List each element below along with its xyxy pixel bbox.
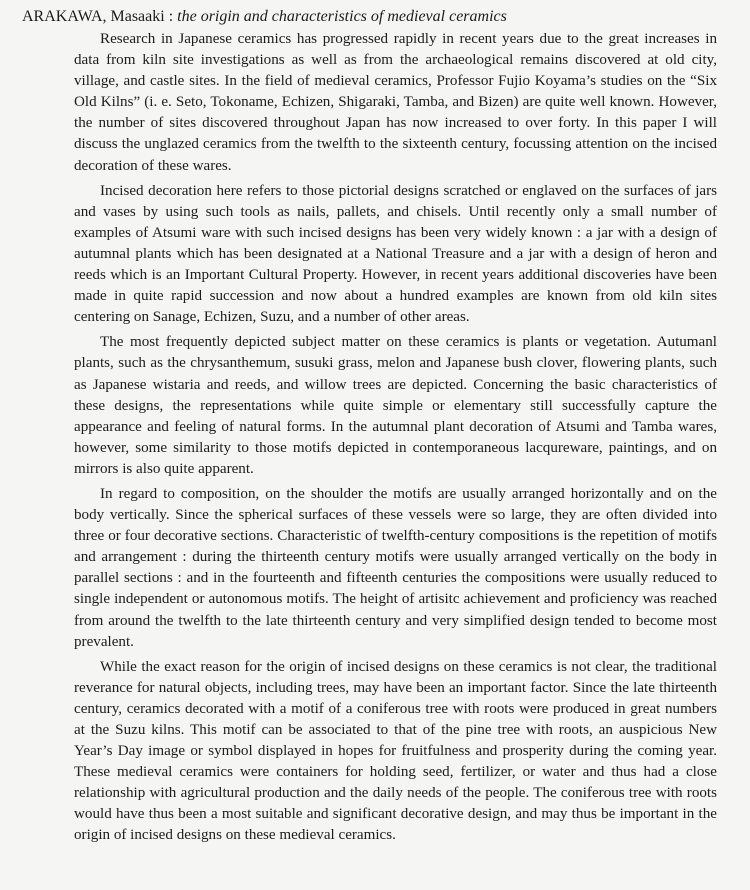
- paragraph: Incised decoration here refers to those pictorial designs scratched or englaved on the surfaces of jars and vases by using such tools as nails, pallets, and chisels. Until recently only a small number of examples of Atsumi ware with such incised designs has been very widely known : a jar with a design of autumnal plants which has been designated at a National Treasure and a jar with a design of heron and reeds which is an Important Cultural Property. However, in recent years additional discoveries have been made in quite rapid succession and now about a hundred examples are known from old kiln sites centering on Sanage, Echizen, Suzu, and a number of other areas.: [74, 182, 717, 326]
- paragraph: In regard to composition, on the shoulder the motifs are usually arranged horizontally and on the body vertically. Since the spherical surfaces of these vessels were so large, they are often divided into three or four decorative sections. Characteristic of twelfth-century compositions is the repetition of motifs and arrangement : during the thirteenth century motifs were usually arranged vertically on the body in parallel sections : and in the fourteenth and fifteenth centuries the compositions were usually reduced to single independent or autonomous motifs. The height of artisitc achievement and proficiency was reached from around the twelfth to the late thirteenth century and very simplified design tended to become most prevalent.: [74, 485, 717, 650]
- paragraph: The most frequently depicted subject matter on these ceramics is plants or vegetation. Autumanl plants, such as the chrysanthemum, susuki grass, melon and Japanese bush clover, flowering plants, such as Japanese wistaria and reeds, and willow trees are depicted. Concerning the basic characteristics of these designs, the representations while quite simple or elementary still successfully capture the appearance and feeling of natural forms. In the autumnal plant decoration of Atsumi and Tamba wares, however, some similarity to those motifs depicted in contemporaneous lacqureware, paintings, and on mirrors is also quite apparent.: [74, 334, 717, 477]
- paragraph: Research in Japanese ceramics has progressed rapidly in recent years due to the great increases in data from kiln site investigations as well as from the archaeological remains discovered at old city, village, and castle sites. In the field of medieval ceramics, Professor Fujio Koyama’s studies on the “Six Old Kilns” (i. e. Seto, Tokoname, Echizen, Shigaraki, Tamba, and Bizen) are quite well known. However, the number of sites discovered throughout Japan has now increased to over forty. In this paper I will discuss the unglazed ceramics from the twelfth to the sixteenth century, focussing attention on the incised decoration of these wares.: [74, 31, 717, 174]
- article-title: the origin and characteristics of medieval ceramics: [177, 8, 507, 25]
- author-name: ARAKAWA, Masaaki :: [22, 8, 174, 25]
- article-header: [22, 6, 717, 28]
- paragraph: While the exact reason for the origin of incised designs on these ceramics is not clear, the traditional reverance for natural objects, including trees, may have been an important factor. Since the late thirteenth century, ceramics decorated with a motif of a coniferous tree with roots were produced in great numbers at the Suzu kilns. This motif can be associated to that of the pine tree with roots, an auspicious New Year’s Day image or symbol displayed in hopes for fruitfulness and prosperity during the coming year. These medieval ceramics were containers for holding seed, fertilizer, or water and thus had a close relationship with agricultural production and the daily needs of the people. The coniferous tree with roots would have thus been a most suitable and significant decorative design, and may thus be important in the origin of incised designs on these medieval ceramics.: [74, 658, 717, 844]
- article-body: [0, 29, 717, 847]
